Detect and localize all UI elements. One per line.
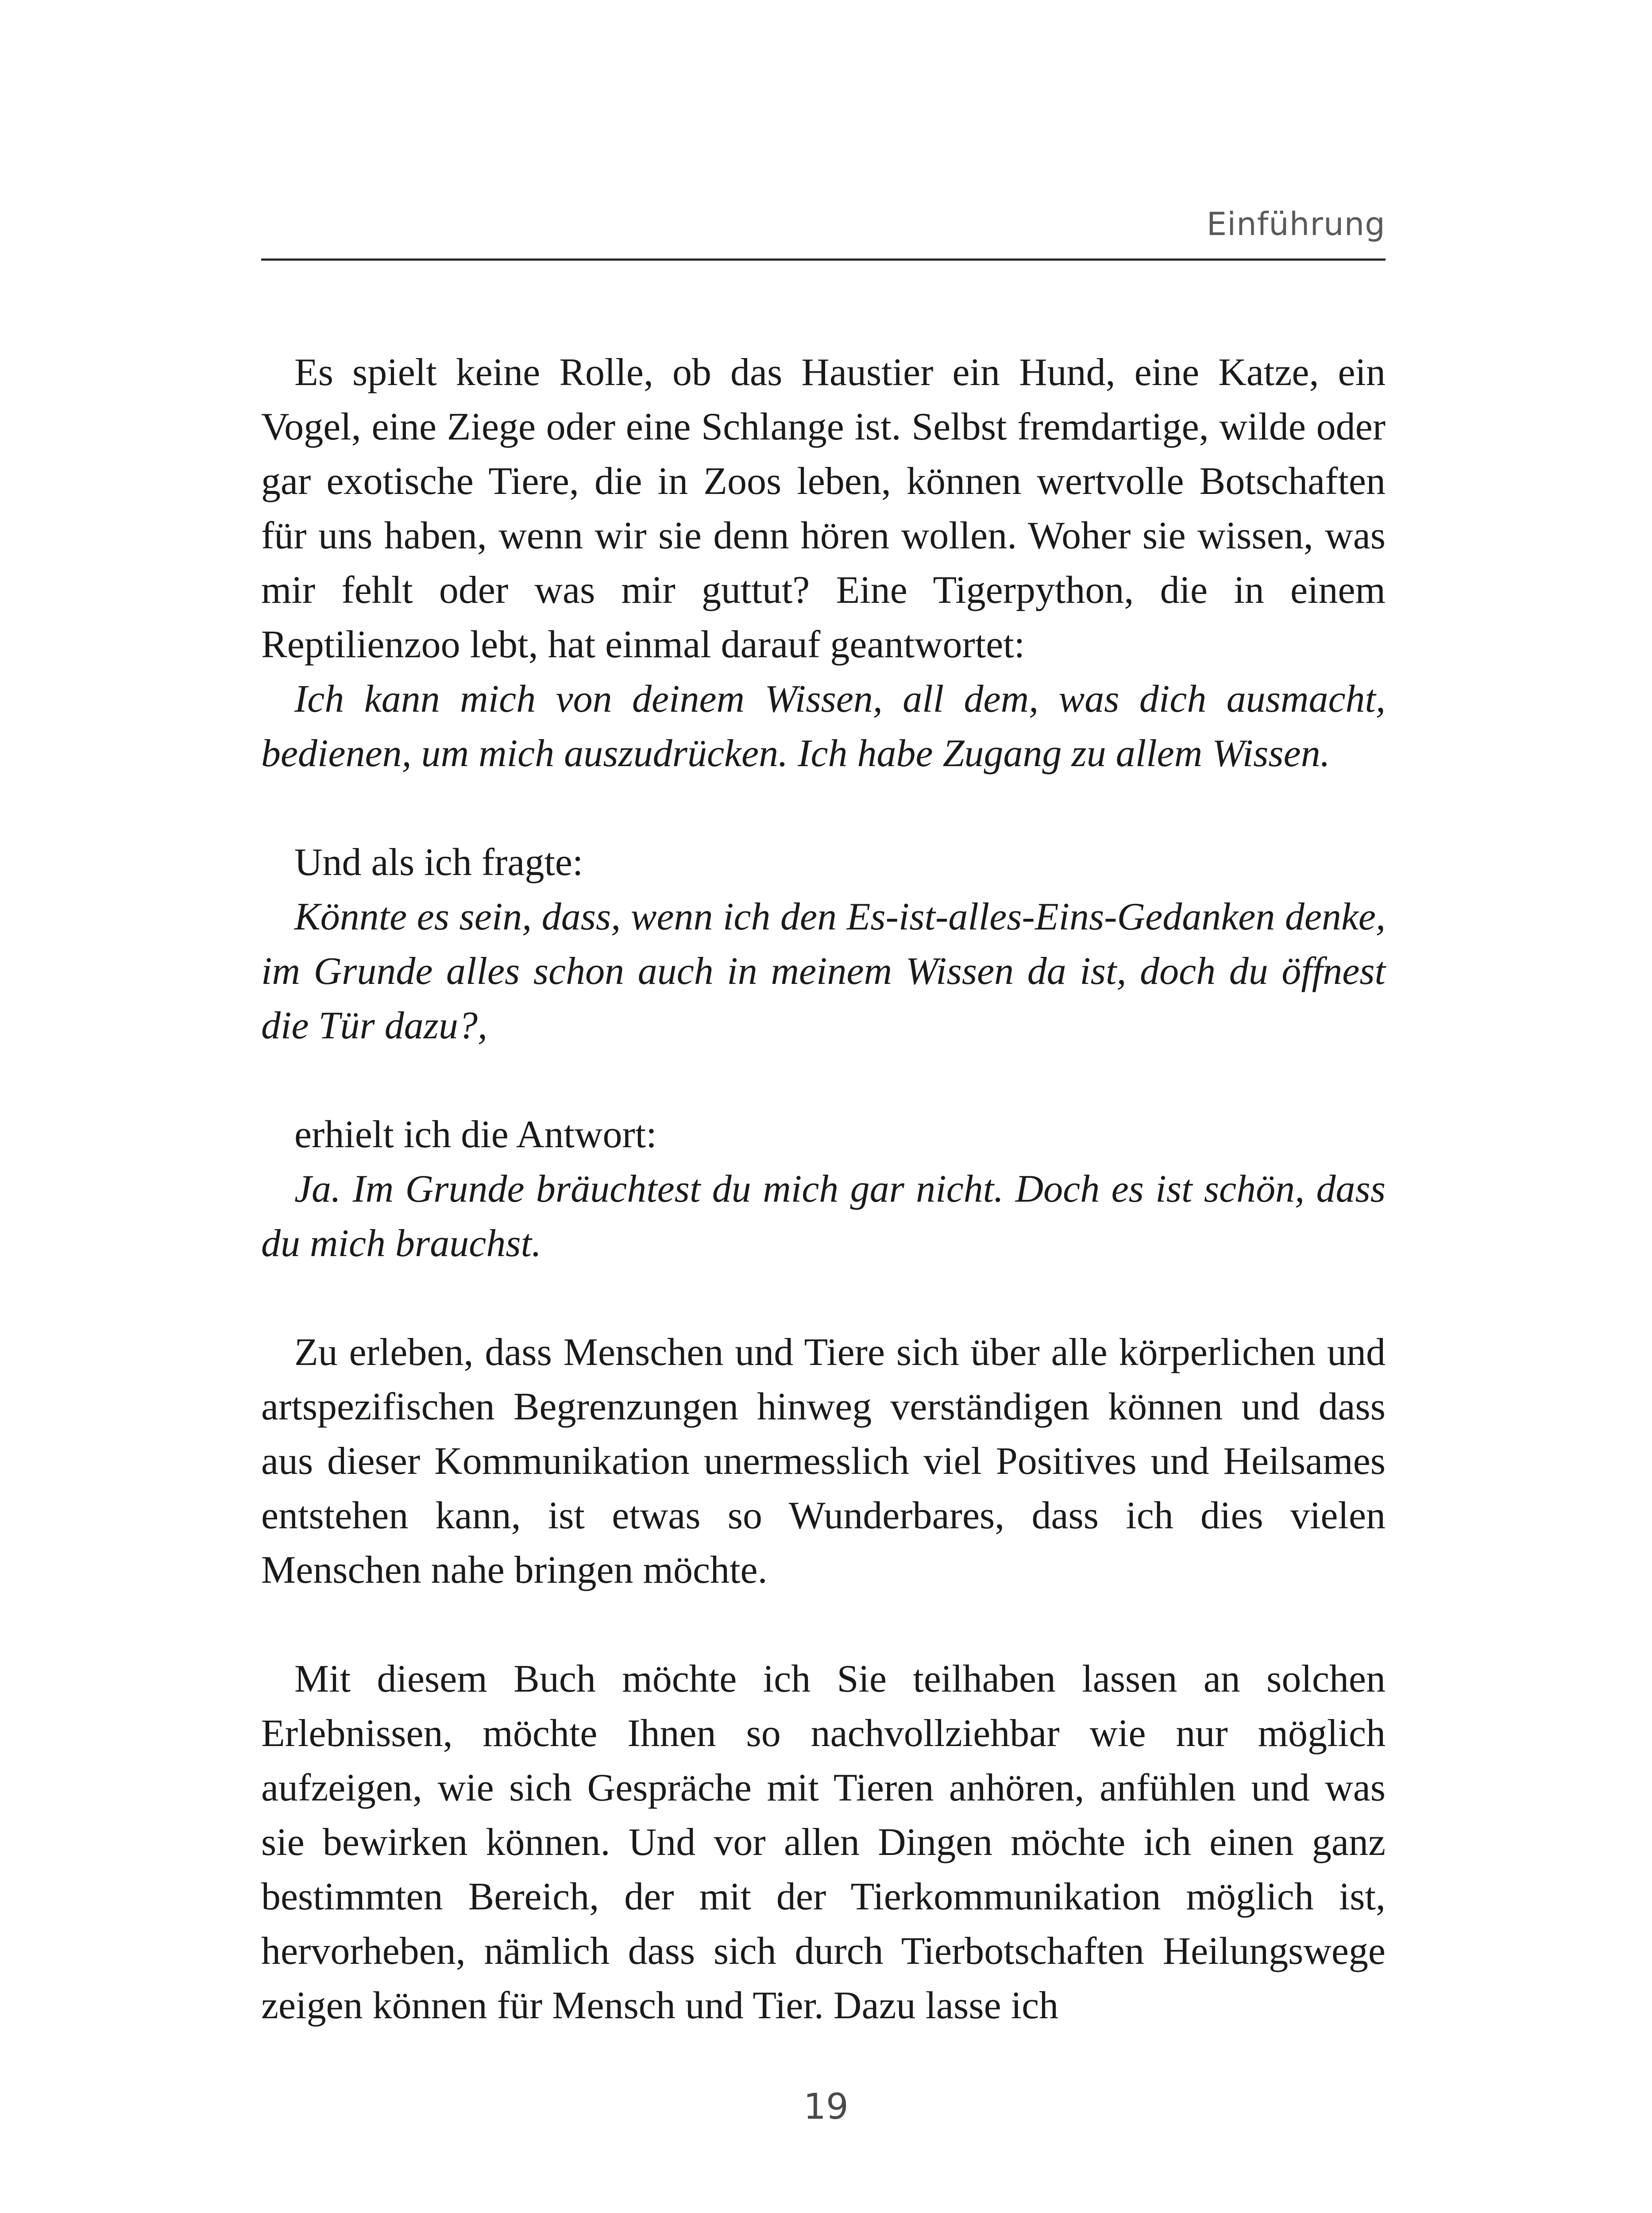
paragraph-gap — [261, 1271, 1386, 1325]
paragraph: Mit diesem Buch möchte ich Sie teilhaben lassen an solchen Erlebnissen, möchte Ihnen so nachvollziehbar wie nur möglich aufzeigen, wie sich Gespräche mit Tieren anhören, anfühlen und was sie bewirken können. Und vor allen Dingen möchte ich einen ganz bestimmten Bereich, der mit der Tierkommunikation möglich ist, hervorheben, nämlich dass sich durch Tierbotschaften Heilungswege zeigen können für Mensch und Tier. Dazu lasse ich — [261, 1658, 1386, 2027]
paragraph: Es spielt keine Rolle, ob das Haustier ein Hund, eine Katze, ein Vogel, eine Ziege oder eine Schlange ist. Selbst fremdartige, wilde oder gar exotische Tiere, die in Zoos leben, können wertvolle Botschaften für uns haben, wenn wir sie denn hören wollen. Woher sie wissen, was mir fehlt oder was mir guttut? Eine Tigerpython, die in einem Reptilienzoo lebt, hat einmal darauf geantwortet: — [261, 351, 1386, 666]
italic-quote: Ich kann mich von deinem Wissen, all dem, was dich ausmacht, bedienen, um mich auszudrücken. Ich habe Zugang zu allem Wissen. — [261, 678, 1386, 775]
paragraph-gap — [261, 1053, 1386, 1107]
paragraph-gap — [261, 781, 1386, 835]
paragraph: Und als ich fragte: — [294, 841, 583, 884]
paragraph-gap — [261, 1597, 1386, 1652]
header-rule — [261, 258, 1386, 261]
running-head: Einführung — [1206, 205, 1386, 243]
body-text — [261, 345, 1386, 2033]
page-number: 19 — [803, 2086, 849, 2127]
paragraph: erhielt ich die Antwort: — [294, 1113, 657, 1156]
italic-quote: Ja. Im Grunde bräuchtest du mich gar nicht. Doch es ist schön, dass du mich brauchst. — [261, 1168, 1386, 1265]
italic-quote: Könnte es sein, dass, wenn ich den Es-ist-alles-Eins-Gedanken denke, im Grunde alles schon auch in meinem Wissen da ist, doch du öffnest die Tür dazu?, — [261, 895, 1386, 1047]
paragraph: Zu erleben, dass Menschen und Tiere sich über alle körperlichen und artspezifischen Begrenzungen hinweg verständigen können und dass aus dieser Kommunikation unermesslich viel Positives und Heilsames entstehen kann, ist etwas so Wunderbares, dass ich dies vielen Menschen nahe bringen möchte. — [261, 1331, 1386, 1592]
